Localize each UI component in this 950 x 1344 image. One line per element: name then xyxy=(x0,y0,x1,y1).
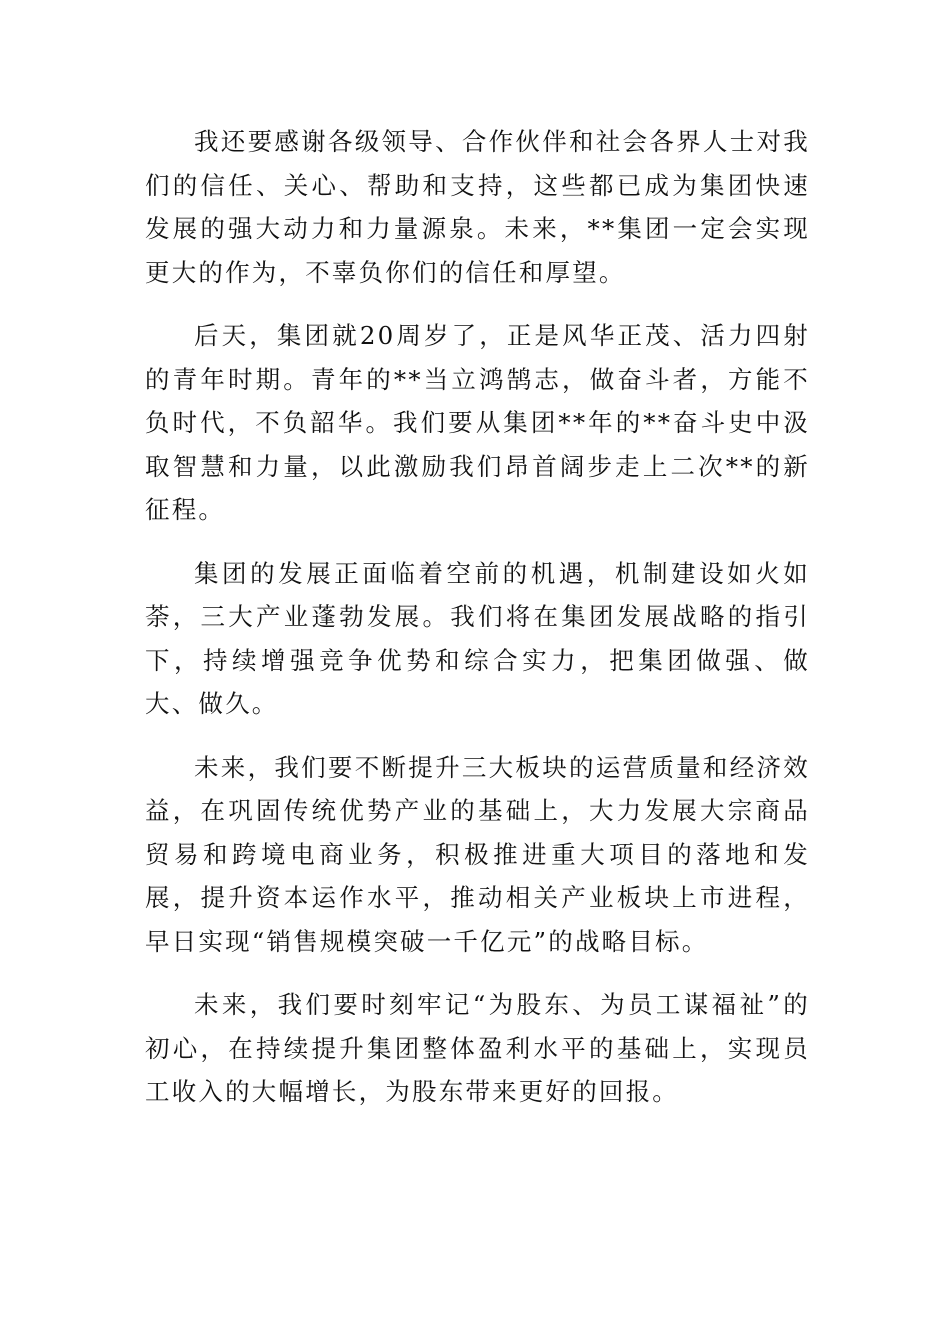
paragraph-thanks: 我还要感谢各级领导、合作伙伴和社会各界人士对我们的信任、关心、帮助和支持，这些都已成为集团快速发展的强大动力和力量源泉。未来，**集团一定会实现更大的作为，不辜负你们的信任和厚望。 xyxy=(145,127,810,287)
paragraph-anniversary: 后天，集团就20周岁了，正是风华正茂、活力四射的青年时期。青年的**当立鸿鹄志，做奋斗者，方能不负时代，不负韶华。我们要从集团**年的**奋斗史中汲取智慧和力量，以此激励我们昂首阔步走上二次**的新征程。 xyxy=(145,321,810,524)
paragraph-future-welfare: 未来，我们要时刻牢记“为股东、为员工谋福祉”的初心，在持续提升集团整体盈利水平的基础上，实现员工收入的大幅增长，为股东带来更好的回报。 xyxy=(145,990,810,1106)
document-body xyxy=(145,120,810,1134)
paragraph-opportunity: 集团的发展正面临着空前的机遇，机制建设如火如荼，三大产业蓬勃发展。我们将在集团发展战略的指引下，持续增强竞争优势和综合实力，把集团做强、做大、做久。 xyxy=(145,558,810,718)
paragraph-future-business: 未来，我们要不断提升三大板块的运营质量和经济效益，在巩固传统优势产业的基础上，大力发展大宗商品贸易和跨境电商业务，积极推进重大项目的落地和发展，提升资本运作水平，推动相关产业板块上市进程，早日实现“销售规模突破一千亿元”的战略目标。 xyxy=(145,752,810,956)
